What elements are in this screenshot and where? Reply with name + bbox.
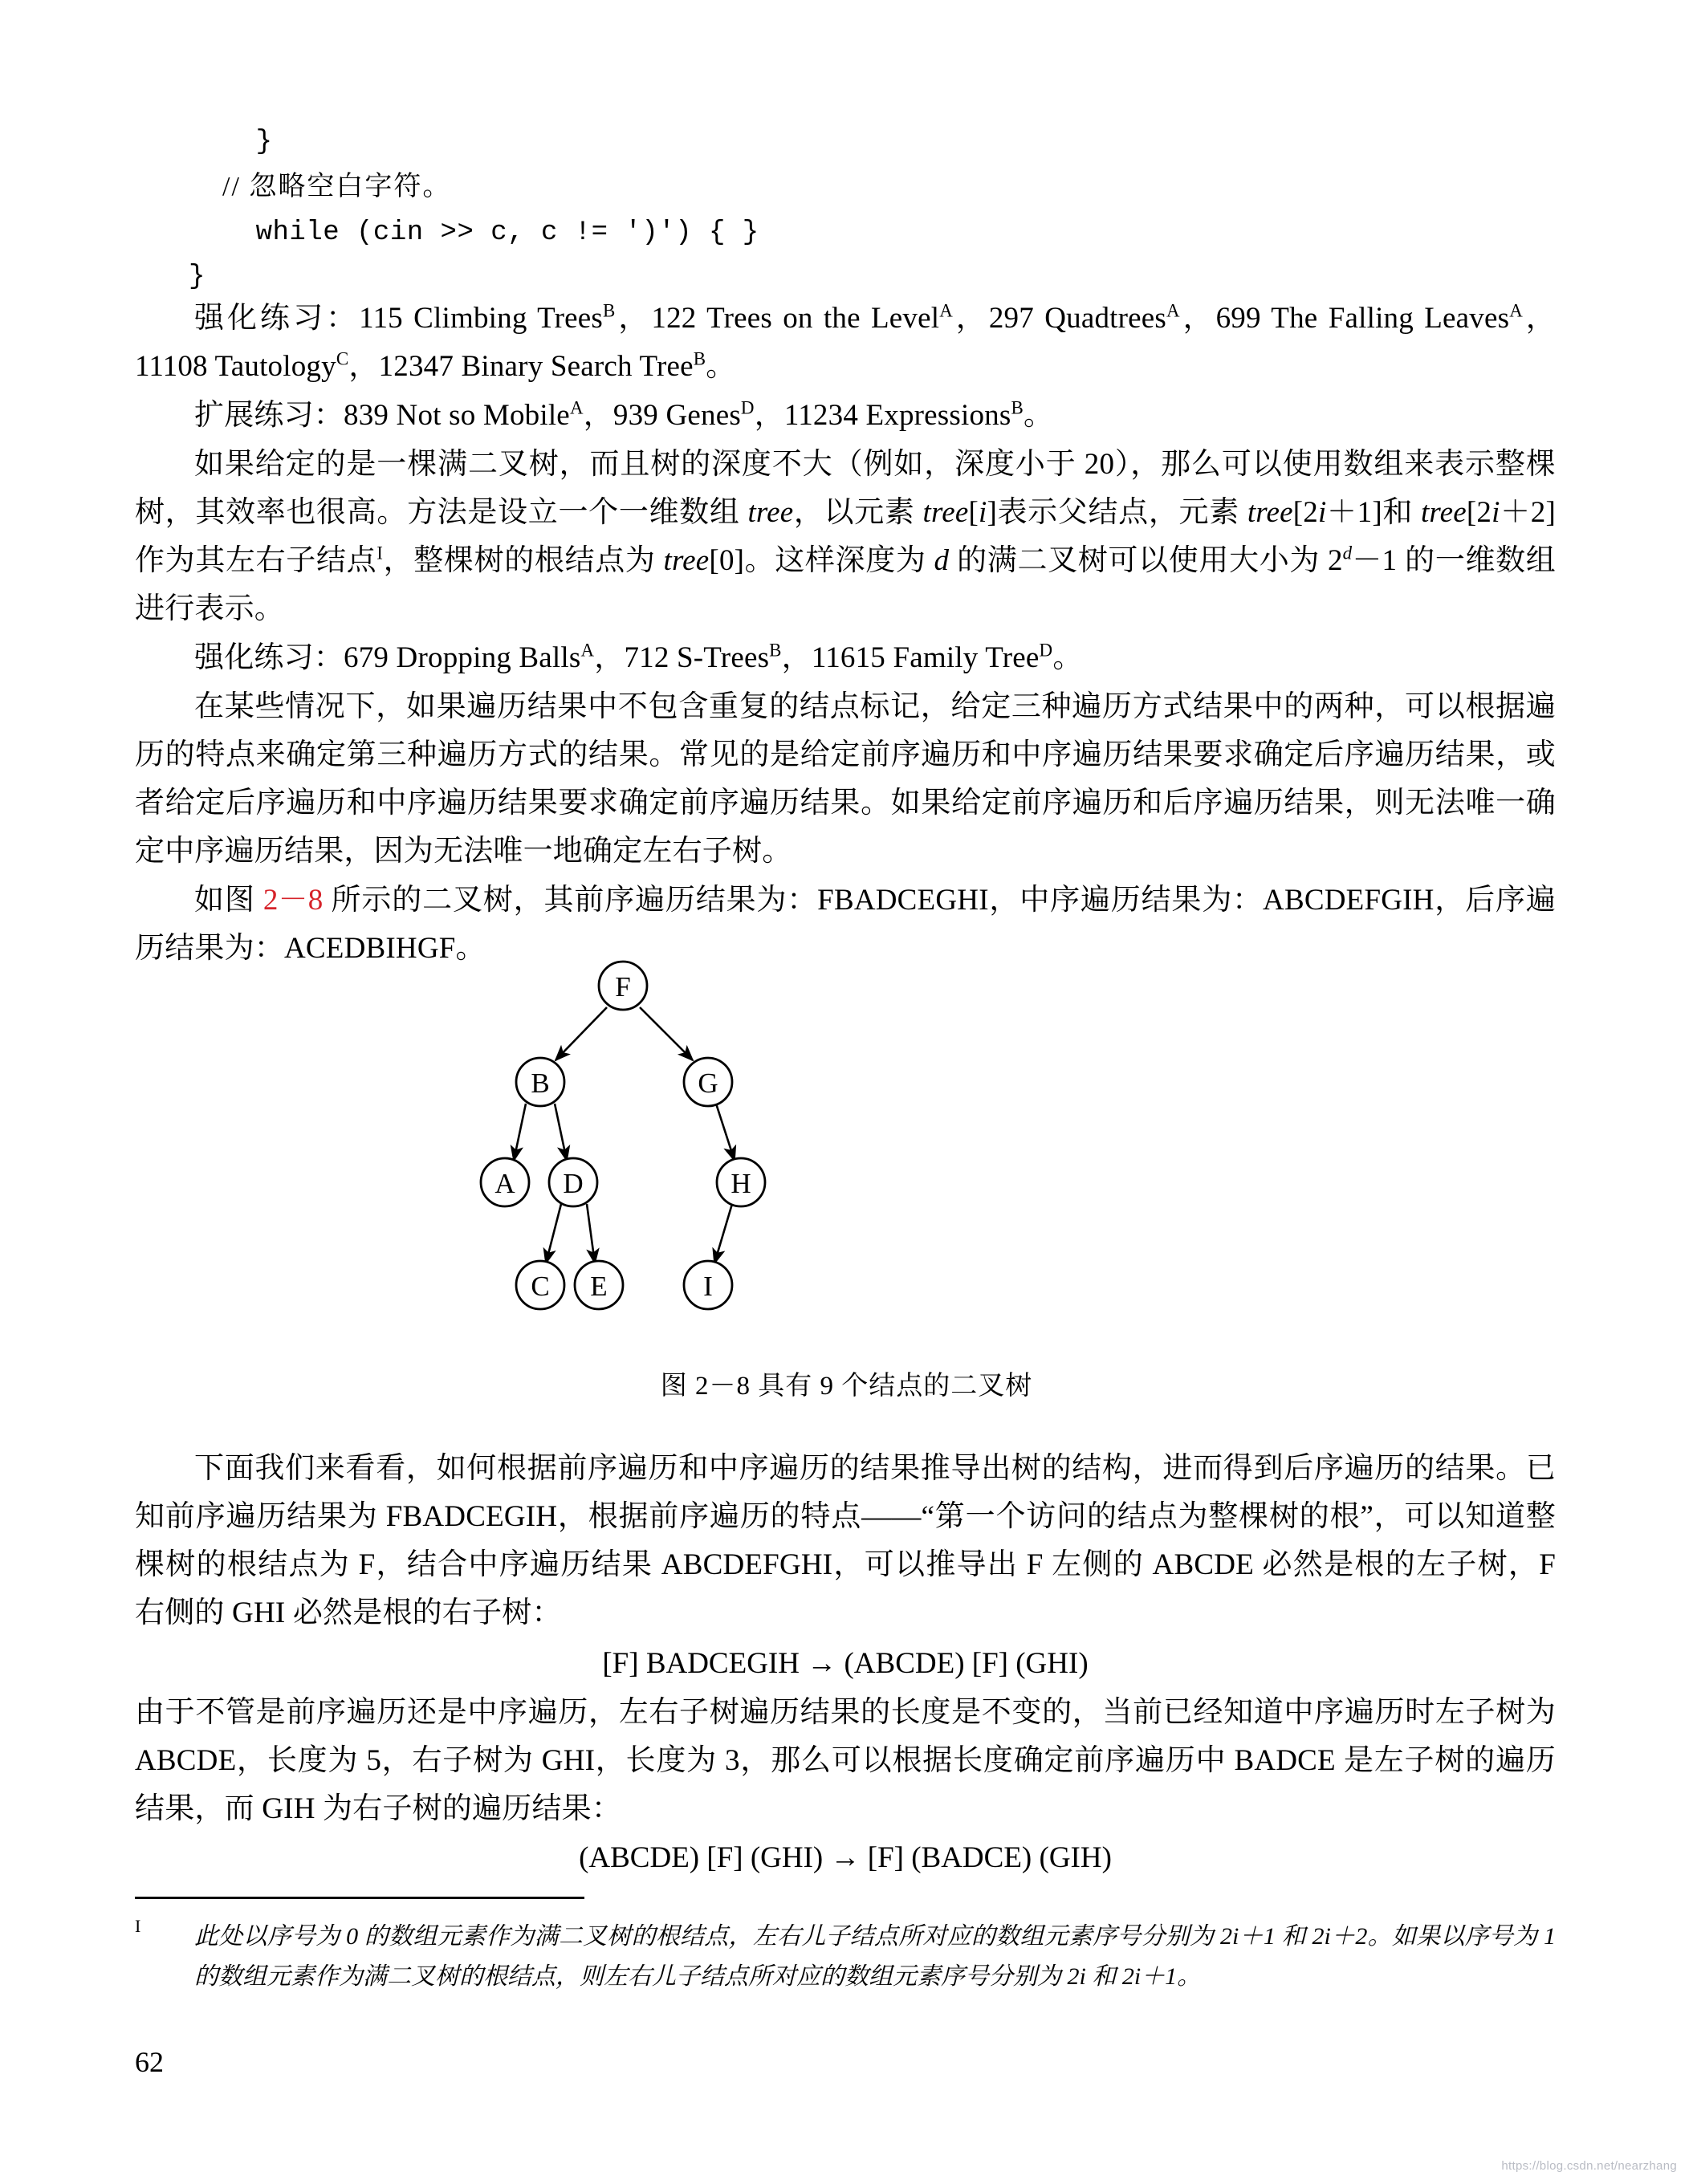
footnote-block (135, 1917, 1556, 1997)
difficulty-badge: D (740, 397, 755, 418)
tree-edges (514, 1007, 735, 1263)
svg-text:B: B (531, 1068, 550, 1099)
extend-label: 扩展练习： (194, 399, 344, 432)
svg-text:H: H (731, 1168, 751, 1199)
derivation-paragraph-2 (135, 1689, 1556, 1833)
tree-node-B (516, 1058, 564, 1106)
traversal-intro-paragraph (135, 683, 1556, 876)
formula-1: [F] BADCEGIH → (ABCDE) [F] (GHI) (602, 1647, 1089, 1680)
derivation-paragraph-1 (135, 1445, 1556, 1637)
edge-D-E (587, 1204, 595, 1263)
code-block (189, 120, 1232, 299)
difficulty-badge: B (1011, 397, 1024, 418)
tree-node-H (717, 1158, 765, 1206)
extend-exercises (135, 392, 1556, 440)
formula-1-wrapper (135, 1640, 1556, 1688)
reinforce-exercises-2 (135, 634, 1556, 682)
svg-text:A: A (494, 1168, 515, 1199)
derivation-text-1: 下面我们来看看，如何根据前序遍历和中序遍历的结果推导出树的结构，进而得到后序遍历的结果。已知前序遍历结果为 FBADCEGIH，根据前序遍历的特点——“第一个访问的结点为整棵树的根”，可以知道整棵树的根结点为 F，结合中序遍历结果 ABCDEFGHI，可以推导出 F 左侧的 ABCDE 必然是根的左子树，F 右侧的 GHI 必然是根的右子树： (135, 1452, 1556, 1629)
footnote-reference: I (376, 543, 384, 563)
tree-node-D (549, 1158, 597, 1206)
difficulty-badge: A (1509, 300, 1523, 321)
watermark: https://blog.csdn.net/nearzhang (1501, 2159, 1677, 2173)
formula-2-wrapper (135, 1834, 1556, 1882)
fig-ref-suffix: 所示的二叉树，其前序遍历结果为：FBADCEGHI，中序遍历结果为：ABCDEFGIH，后序遍历结果为：ACEDBIHGF。 (135, 884, 1556, 965)
edge-F-B (556, 1007, 607, 1060)
difficulty-badge: A (1166, 300, 1180, 321)
reinforce-exercise-paragraph-1: 强化练习：115 Climbing Trees$^B$，122 Trees on the Level$^A$，297 Quadtrees$^A$，699 The Falling Leaves$^A$，11108 Tautology$^C$，12347 Binary Search Tree$^B$。 (135, 300, 1556, 383)
difficulty-badge: A (580, 640, 595, 661)
figure-cross-reference[interactable]: 2－8 (262, 884, 324, 917)
edge-B-D (555, 1104, 567, 1161)
edge-H-I (714, 1204, 732, 1263)
edge-D-C (546, 1204, 561, 1263)
reinforce-exercises-1 (135, 295, 1556, 391)
reinforce-exercise-paragraph-2: 强化练习：679 Dropping Balls$^A$，712 S-Trees$^B$，11615 Family Tree$^D$。 (194, 640, 1083, 674)
page-number: 62 (135, 2046, 164, 2078)
difficulty-badge: A (569, 397, 584, 418)
binary-tree-svg (135, 955, 1556, 1356)
tree-node-I (684, 1261, 732, 1309)
tree-node-A (481, 1158, 529, 1206)
traversal-intro-text: 在某些情况下，如果遍历结果中不包含重复的结点标记，给定三种遍历方式结果中的两种，可以根据遍历的特点来确定第三种遍历方式的结果。常见的是给定前序遍历和中序遍历结果要求确定后序遍历结果，或者给定后序遍历和中序遍历结果要求确定前序遍历结果。如果给定前序遍历和后序遍历结果，则无法唯一确定中序遍历结果，因为无法唯一地确定左右子树。 (135, 690, 1556, 868)
tree-node-E (575, 1261, 623, 1309)
difficulty-badge: B (693, 348, 706, 369)
difficulty-badge: C (336, 348, 349, 369)
svg-text:C: C (531, 1271, 550, 1302)
footnote-text: 此处以序号为 0 的数组元素作为满二叉树的根结点，左右儿子结点所对应的数组元素序号分别为 2i＋1 和 2i＋2。如果以序号为 1 的数组元素作为满二叉树的根结点，则左右儿子结点所对应的数组元素序号分别为 2i 和 2i＋1。 (194, 1923, 1557, 1990)
code-line-3: while (cin >> c, c != ')') { } (189, 218, 759, 249)
svg-text:D: D (563, 1168, 584, 1199)
difficulty-badge: B (603, 300, 616, 321)
fig-ref-prefix: 如图 (194, 884, 263, 917)
edge-F-G (640, 1007, 693, 1060)
code-line-1: } (189, 127, 273, 157)
footnote-separator (135, 1897, 584, 1899)
code-line-2-comment: // 忽略空白字符。 (189, 172, 452, 202)
difficulty-badge: B (769, 640, 782, 661)
formula-2: (ABCDE) [F] (GHI) → [F] (BADCE) (GIH) (579, 1841, 1112, 1874)
tree-node-F (599, 962, 647, 1010)
array-representation-text: 如果给定的是一棵满二叉树，而且树的深度不大（例如，深度小于 20），那么可以使用数组来表示整棵树，其效率也很高。方法是设立一个一维数组 tree，以元素 tree[i]表示父结点，元素 tree[2i＋1]和 tree[2i＋2]作为其左右子结点$^I$，整棵树的根结点为 tree[0]。这样深度为 d 的满二叉树可以使用大小为 $2^d-1$ 的一维数组进行表示。 (135, 448, 1556, 625)
binary-tree-figure (135, 955, 1556, 1429)
footnote-marker: I (135, 1916, 141, 1936)
svg-text:E: E (590, 1271, 608, 1302)
exponent: d (1342, 543, 1353, 563)
edge-G-H (716, 1104, 735, 1161)
extend-exercise-paragraph: 扩展练习：839 Not so Mobile$^A$，939 Genes$^D$，11234 Expressions$^B$。 (194, 397, 1054, 432)
reinforce-label-2: 强化练习： (194, 641, 344, 674)
reinforce-label-1: 强化练习： (194, 302, 360, 335)
difficulty-badge: A (939, 300, 953, 321)
svg-text:G: G (698, 1068, 718, 1099)
edge-B-A (514, 1104, 526, 1161)
array-representation-paragraph (135, 441, 1556, 633)
tree-node-C (516, 1261, 564, 1309)
code-line-4: } (189, 262, 206, 293)
figure-caption: 图 2－8 具有 9 个结点的二叉树 (660, 1372, 1033, 1401)
difficulty-badge: D (1039, 640, 1053, 661)
tree-node-G (684, 1058, 732, 1106)
derivation-text-2: 由于不管是前序遍历还是中序遍历，左右子树遍历结果的长度是不变的，当前已经知道中序遍历时左子树为 ABCDE，长度为 5，右子树为 GHI，长度为 3，那么可以根据长度确定前序遍历中 BADCE 是左子树的遍历结果，而 GIH 为右子树的遍历结果： (135, 1696, 1556, 1825)
svg-text:F: F (615, 971, 631, 1003)
svg-text:I: I (703, 1271, 713, 1302)
tree-nodes (481, 962, 765, 1309)
